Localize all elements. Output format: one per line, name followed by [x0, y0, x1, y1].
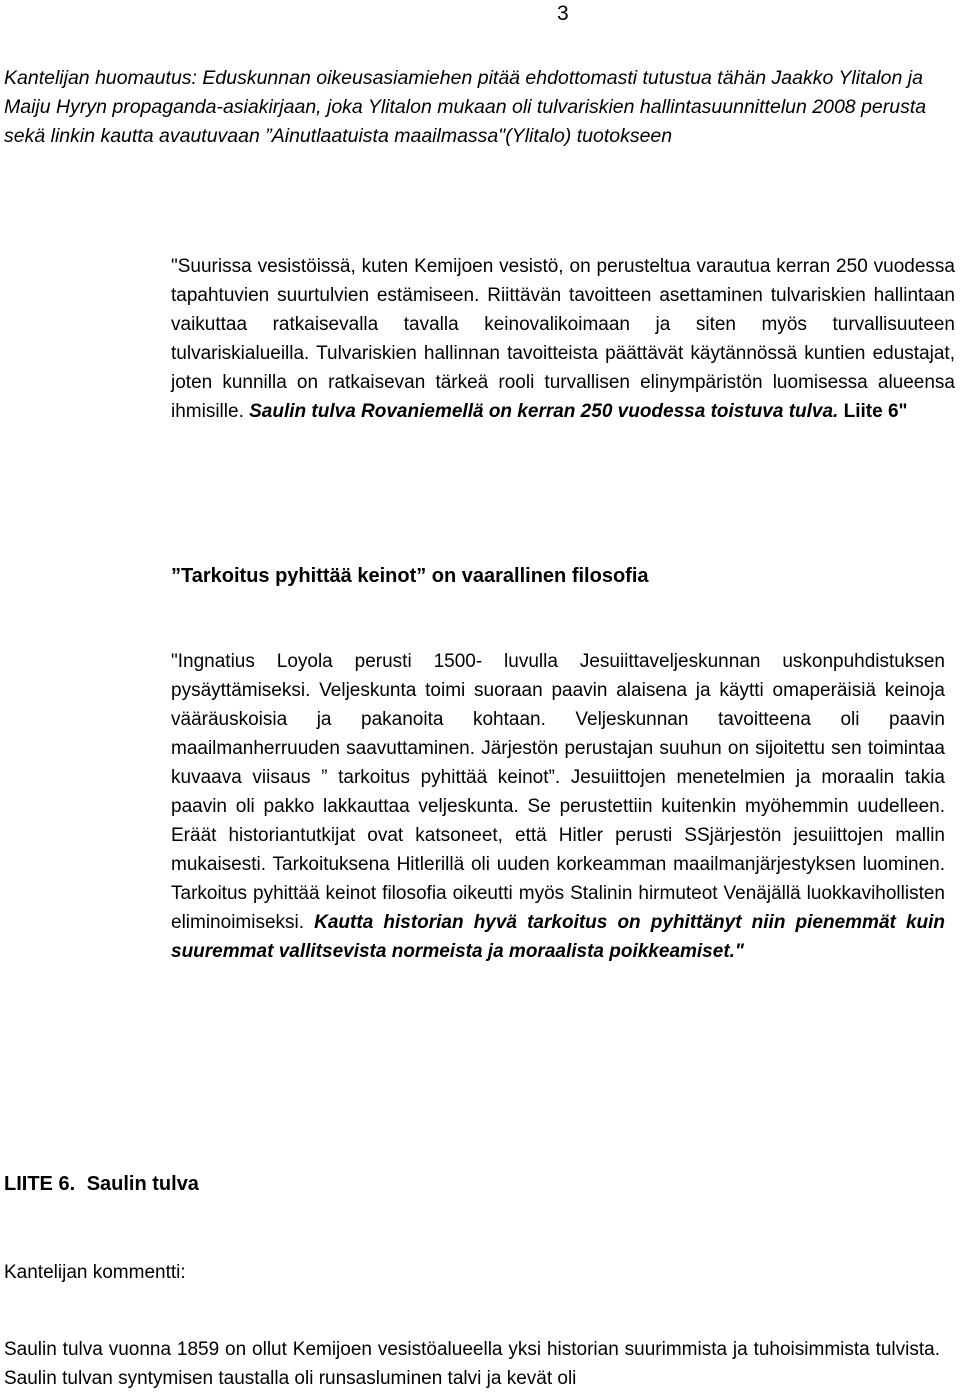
saulin-flood-paragraph: Saulin tulva vuonna 1859 on ollut Kemijoen vesistöalueella yksi historian suurimmista ja tuhoisimmista tulvista. Saulin tulvan syntymisen taustalla oli runsasluminen talvi ja kevät oli	[4, 1339, 940, 1389]
quote-flood-risk-text: "Suurissa vesistöissä, kuten Kemijoen vesistö, on perusteltua varautua kerran 250 vuodessa tapahtuvien suurtulvien estämiseen. Riittävän tavoitteen asettaminen tulvariskien hallintaan vaikuttaa ratkaisevalla tavalla keinovalikoimaan ja siten myös turvallisuuteen tulvariskialueilla. Tulvariskien hallinnan tavoitteista päättävät käytännössä kuntien edustajat, joten kunnilla on ratkaisevan tärkeä rooli turvallisen elinympäristön luomisessa alueensa ihmisille.	[171, 256, 955, 422]
quote-flood-risk	[171, 252, 955, 426]
quote-jesuits-emphasis: Kautta historian hyvä tarkoitus on pyhittänyt niin pienemmät kuin suuremmat vallitsevista normeista ja moraalista poikkeamiset."	[171, 912, 945, 962]
complainant-comment-label: Kantelijan kommentti:	[4, 1262, 186, 1283]
complainant-note: Kantelijan huomautus: Eduskunnan oikeusasiamiehen pitää ehdottomasti tutustua tähän Jaakko Ylitalon ja Maiju Hyryn propaganda-asiakirjaan, joka Ylitalon mukaan oli tulvariskien hallintasuunnittelun 2008 perusta sekä linkin kautta avautuvaan ”Ainutlaatuista maailmassa"(Ylitalo) tuotokseen	[4, 67, 927, 147]
appendix-title: Saulin tulva	[86, 1173, 199, 1195]
appendix-heading	[4, 1173, 199, 1196]
section-heading: ”Tarkoitus pyhittää keinot” on vaarallinen filosofia	[171, 565, 649, 587]
page-number: 3	[557, 2, 569, 25]
quote-jesuits	[171, 647, 945, 966]
quote-flood-risk-emphasis: Saulin tulva Rovaniemellä on kerran 250 vuodessa toistuva tulva.	[249, 401, 839, 422]
appendix-label: LIITE 6.	[4, 1173, 76, 1195]
quote-jesuits-text: "Ingnatius Loyola perusti 1500- luvulla Jesuiittaveljeskunnan uskonpuhdistuksen pysäyttämiseksi. Veljeskunta toimi suoraan paavin alaisena ja käytti omaperäisiä keinoja vääräuskoisia ja pakanoita kohtaan. Veljeskunnan tavoitteena oli paavin maailmanherruuden saavuttaminen. Järjestön perustajan suuhun on sijoitettu sen toimintaa kuvaava viisaus ” tarkoitus pyhittää keinot”. Jesuiittojen menetelmien ja moraalin takia paavin oli pakko lakkauttaa veljeskunta. Se perustettiin kuitenkin myöhemmin uudelleen. Eräät historiantutkijat ovat katsoneet, että Hitler perusti SSjärjestön jesuiittojen mallin mukaisesti. Tarkoituksena Hitlerillä oli uuden korkeamman maailmanjärjestyksen luominen. Tarkoitus pyhittää keinot filosofia oikeutti myös Stalinin hirmuteot Venäjällä luokkavihollisten eliminoimiseksi.	[171, 651, 945, 933]
quote-flood-risk-appendix-ref: Liite 6"	[838, 401, 908, 422]
